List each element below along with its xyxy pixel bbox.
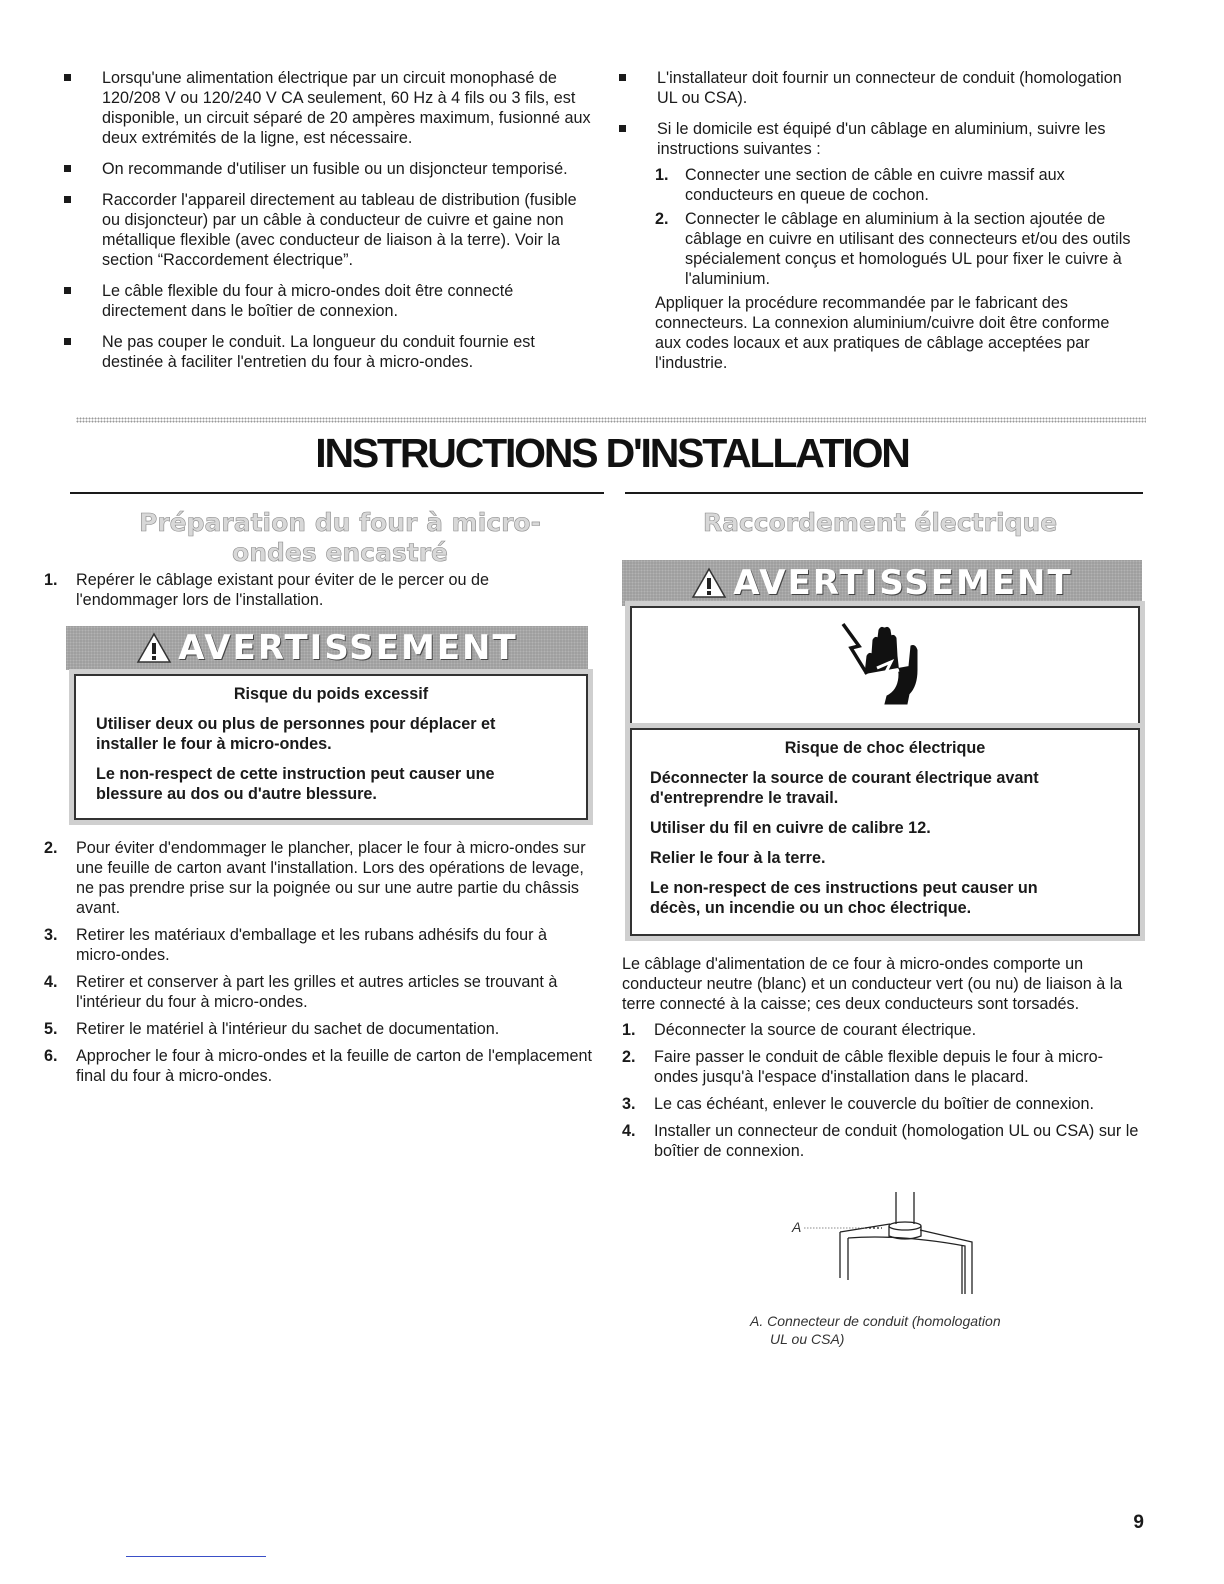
list-item: 3. Le cas échéant, enlever le couvercle du boîtier de connexion. [622, 1095, 1095, 1113]
bullet-square-icon [64, 74, 71, 81]
right-intro [622, 954, 1142, 1168]
shock-icon-panel [630, 606, 1140, 728]
list-item: 6. Approcher le four à micro-ondes et la feuille de carton de l'emplacement final du four à micro-ondes. [44, 1047, 592, 1085]
bullet-square-icon [64, 287, 71, 294]
intro-paragraph: Le câblage d'alimentation de ce four à micro-ondes comporte un conducteur neutre (blanc) et un conducteur vert (ou nu) de liaison à la terre connecté à la caisse; ces deux conducteurs sont torsadés. [622, 955, 1123, 1013]
list-item: L'installateur doit fournir un connecteur de conduit (homologation UL ou CSA). [617, 68, 1137, 108]
warning-triangle-icon [136, 632, 172, 664]
list-item: Si le domicile est équipé d'un câblage en aluminium, suivre les instructions suivantes : [617, 119, 1137, 159]
weight-warning-box [74, 674, 588, 820]
warning-heading: Risque de choc électrique [784, 739, 986, 757]
section-divider [76, 417, 1146, 423]
conduit-connector-figure [790, 1190, 990, 1300]
warning-text: Le non-respect de ces instructions peut causer un décès, un incendie ou un choc électrique. [650, 879, 1038, 917]
list-item: Ne pas couper le conduit. La longueur du conduit fournie est destinée à faciliter l'entretien du four à micro-ondes. [62, 332, 594, 372]
aluminium-paragraph: Appliquer la procédure recommandée par le fabricant des connecteurs. La connexion aluminium/cuivre doit être conforme aux codes locaux et aux pratiques de câblage acceptées par l'industrie. [655, 294, 1110, 372]
list-item: Raccorder l'appareil directement au tableau de distribution (fusible ou disjoncteur) par un câble à conducteur de cuivre et gaine non métallique flexible (avec conducteur de liaison à la terre). Voir la section “Raccordement électrique”. [62, 190, 594, 270]
left-steps [44, 838, 594, 1093]
list-item: Lorsqu'une alimentation électrique par un circuit monophasé de 120/208 V ou 120/240 V CA seulement, 60 Hz à 4 fils ou 3 fils, est disponible, un circuit séparé de 20 ampères maximum, fusionné aux deux extrémités de la ligne, est nécessaire. [62, 68, 594, 148]
aluminium-substeps [617, 165, 1137, 289]
list-item: On recommande d'utiliser un fusible ou un disjoncteur temporisé. [62, 159, 594, 179]
list-item: 1. Déconnecter la source de courant électrique. [622, 1021, 977, 1039]
list-item: 1. Connecter une section de câble en cuivre massif aux conducteurs en queue de cochon. [655, 166, 1065, 204]
bullet-square-icon [64, 165, 71, 172]
left-section-title: Préparation du four à micro-ondes encastré [139, 508, 541, 567]
list-item: 4. Installer un connecteur de conduit (homologation UL ou CSA) sur le boîtier de connexion. [622, 1122, 1139, 1160]
right-section-title: Raccordement électrique [702, 508, 1058, 537]
list-item: 5. Retirer le matériel à l'intérieur du sachet de documentation. [44, 1020, 500, 1038]
electric-shock-hand-icon [837, 616, 927, 706]
bullet-square-icon [619, 125, 626, 132]
list-item: 4. Retirer et conserver à part les grilles et autres articles se trouvant à l'intérieur du four à micro-ondes. [44, 973, 558, 1011]
list-item: Le câble flexible du four à micro-ondes doit être connecté directement dans le boîtier de connexion. [62, 281, 594, 321]
left-section-rule [70, 492, 604, 494]
warning-heading: Risque du poids excessif [233, 685, 429, 703]
left-step-1 [44, 570, 594, 617]
list-item: 2. Pour éviter d'endommager le plancher, placer le four à micro-ondes sur une feuille de carton avant l'installation. Lors des opérations de levage, ne pas prendre prise sur la poignée ou sur une autre partie du châssis avant. [44, 839, 586, 917]
list-item: 2. Connecter le câblage en aluminium à la section ajoutée de câblage en cuivre en utilisant des connecteurs et/ou des outils spécialement conçus et homologués UL pour fixer le cuivre à l'aluminium. [655, 210, 1131, 288]
list-item: 3. Retirer les matériaux d'emballage et les rubans adhésifs du four à micro-ondes. [44, 926, 547, 964]
footer-line [126, 1556, 266, 1557]
warning-text: Utiliser du fil en cuivre de calibre 12. [650, 819, 931, 837]
warning-text: Relier le four à la terre. [650, 849, 826, 867]
warning-banner: AVERTISSEMENT [66, 626, 588, 670]
figure-caption: A. Connecteur de conduit (homologation UL ou CSA) [750, 1313, 1001, 1347]
warning-text: Déconnecter la source de courant électrique avant d'entreprendre le travail. [650, 769, 1039, 807]
figure-label-a: A [792, 1219, 802, 1235]
warning-triangle-icon [691, 567, 727, 599]
warning-text: Le non-respect de cette instruction peut causer une blessure au dos ou d'autre blessure. [96, 765, 495, 803]
bullet-square-icon [64, 196, 71, 203]
top-right-column [617, 68, 1137, 373]
warning-banner: AVERTISSEMENT [622, 560, 1142, 606]
page-title: INSTRUCTIONS D'INSTALLATION [315, 430, 909, 476]
warning-text: Utiliser deux ou plus de personnes pour déplacer et installer le four à micro-ondes. [96, 715, 496, 753]
list-item: 1. Repérer le câblage existant pour éviter de le percer ou de l'endommager lors de l'installation. [44, 571, 490, 609]
bullet-square-icon [64, 338, 71, 345]
shock-warning-box [630, 728, 1140, 936]
top-left-column [62, 68, 594, 383]
page-number: 9 [1133, 1512, 1144, 1533]
bullet-square-icon [619, 74, 626, 81]
list-item: 2. Faire passer le conduit de câble flexible depuis le four à micro-ondes jusqu'à l'espace d'installation dans le placard. [622, 1048, 1103, 1086]
right-section-rule [625, 492, 1143, 494]
